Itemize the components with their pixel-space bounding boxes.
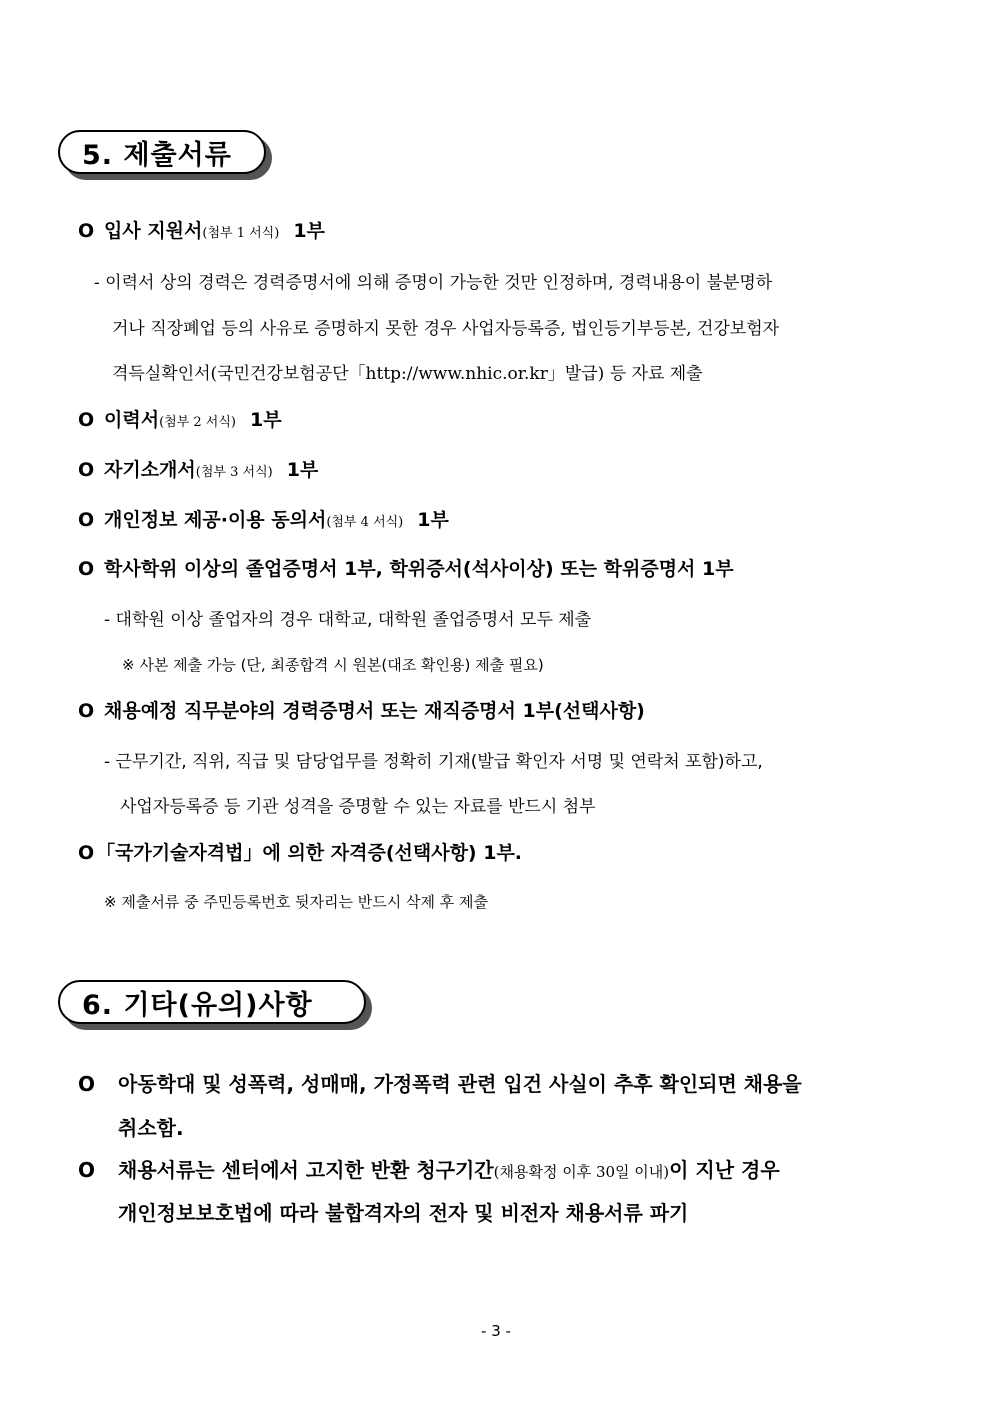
copy-note: ※ 사본 제출 가능 (단, 최종합격 시 원본(대조 확인용) 제출 필요) — [122, 656, 544, 674]
item-application-form: O 입사 지원서 (첨부 1 서식) 1부 — [78, 220, 325, 242]
section-6-title: 6. 기타(유의)사항 — [58, 980, 366, 1024]
career-detail-line-2: 거나 직장폐업 등의 사유로 증명하지 못한 경우 사업자등록증, 법인등기부등본, 건강보험자 — [112, 319, 780, 339]
item-privacy-consent: O 개인정보 제공·이용 동의서 (첨부 4 서식) 1부 — [78, 509, 449, 531]
item-career-certificate: O 채용예정 직무분야의 경력증명서 또는 재직증명서 1부(선택사항) — [78, 700, 645, 722]
final-note: ※ 제출서류 중 주민등록번호 뒷자리는 반드시 삭제 후 제출 — [104, 893, 488, 911]
bullet-icon: O — [78, 1072, 96, 1096]
notice-item-2-continued: 개인정보보호법에 따라 불합격자의 전자 및 비전자 채용서류 파기 — [118, 1201, 689, 1225]
bullet-icon: O — [78, 842, 95, 864]
bullet-icon: O — [78, 558, 95, 580]
notice-item-1: O 아동학대 및 성폭력, 성매매, 가정폭력 관련 입건 사실이 추후 확인되면 채용을 — [78, 1072, 802, 1096]
career-detail-line-3: 격득실확인서(국민건강보험공단「http://www.nhic.or.kr」발급) 등 자료 제출 — [112, 364, 703, 384]
career-detail-line-1: - 이력서 상의 경력은 경력증명서에 의해 증명이 가능한 것만 인정하며, 경력내용이 불분명하 — [94, 273, 773, 293]
bullet-icon: O — [78, 220, 95, 242]
graduate-detail: - 대학원 이상 졸업자의 경우 대학교, 대학원 졸업증명서 모두 제출 — [104, 610, 592, 630]
bullet-icon: O — [78, 459, 95, 481]
item-qualification: O 「국가기술자격법」에 의한 자격증(선택사항) 1부. — [78, 842, 523, 864]
notice-item-2: O 채용서류는 센터에서 고지한 반환 청구기간 (채용확정 이후 30일 이내) 이 지난 경우 — [78, 1158, 780, 1182]
employment-detail-line-2: 사업자등록증 등 기관 성격을 증명할 수 있는 자료를 반드시 첨부 — [120, 797, 596, 817]
section-5-title: 5. 제출서류 — [58, 130, 266, 174]
page-number: - 3 - — [481, 1322, 511, 1340]
bullet-icon: O — [78, 1158, 96, 1182]
employment-detail-line-1: - 근무기간, 직위, 직급 및 담당업무를 정확히 기재(발급 확인자 서명 및 연락처 포함)하고, — [104, 752, 763, 772]
bullet-icon: O — [78, 700, 95, 722]
notice-item-1-continued: 취소함. — [118, 1116, 184, 1140]
item-self-introduction: O 자기소개서 (첨부 3 서식) 1부 — [78, 459, 319, 481]
item-diploma: O 학사학위 이상의 졸업증명서 1부, 학위증서(석사이상) 또는 학위증명서 1부 — [78, 558, 734, 580]
bullet-icon: O — [78, 409, 95, 431]
item-resume: O 이력서 (첨부 2 서식) 1부 — [78, 409, 282, 431]
bullet-icon: O — [78, 509, 95, 531]
